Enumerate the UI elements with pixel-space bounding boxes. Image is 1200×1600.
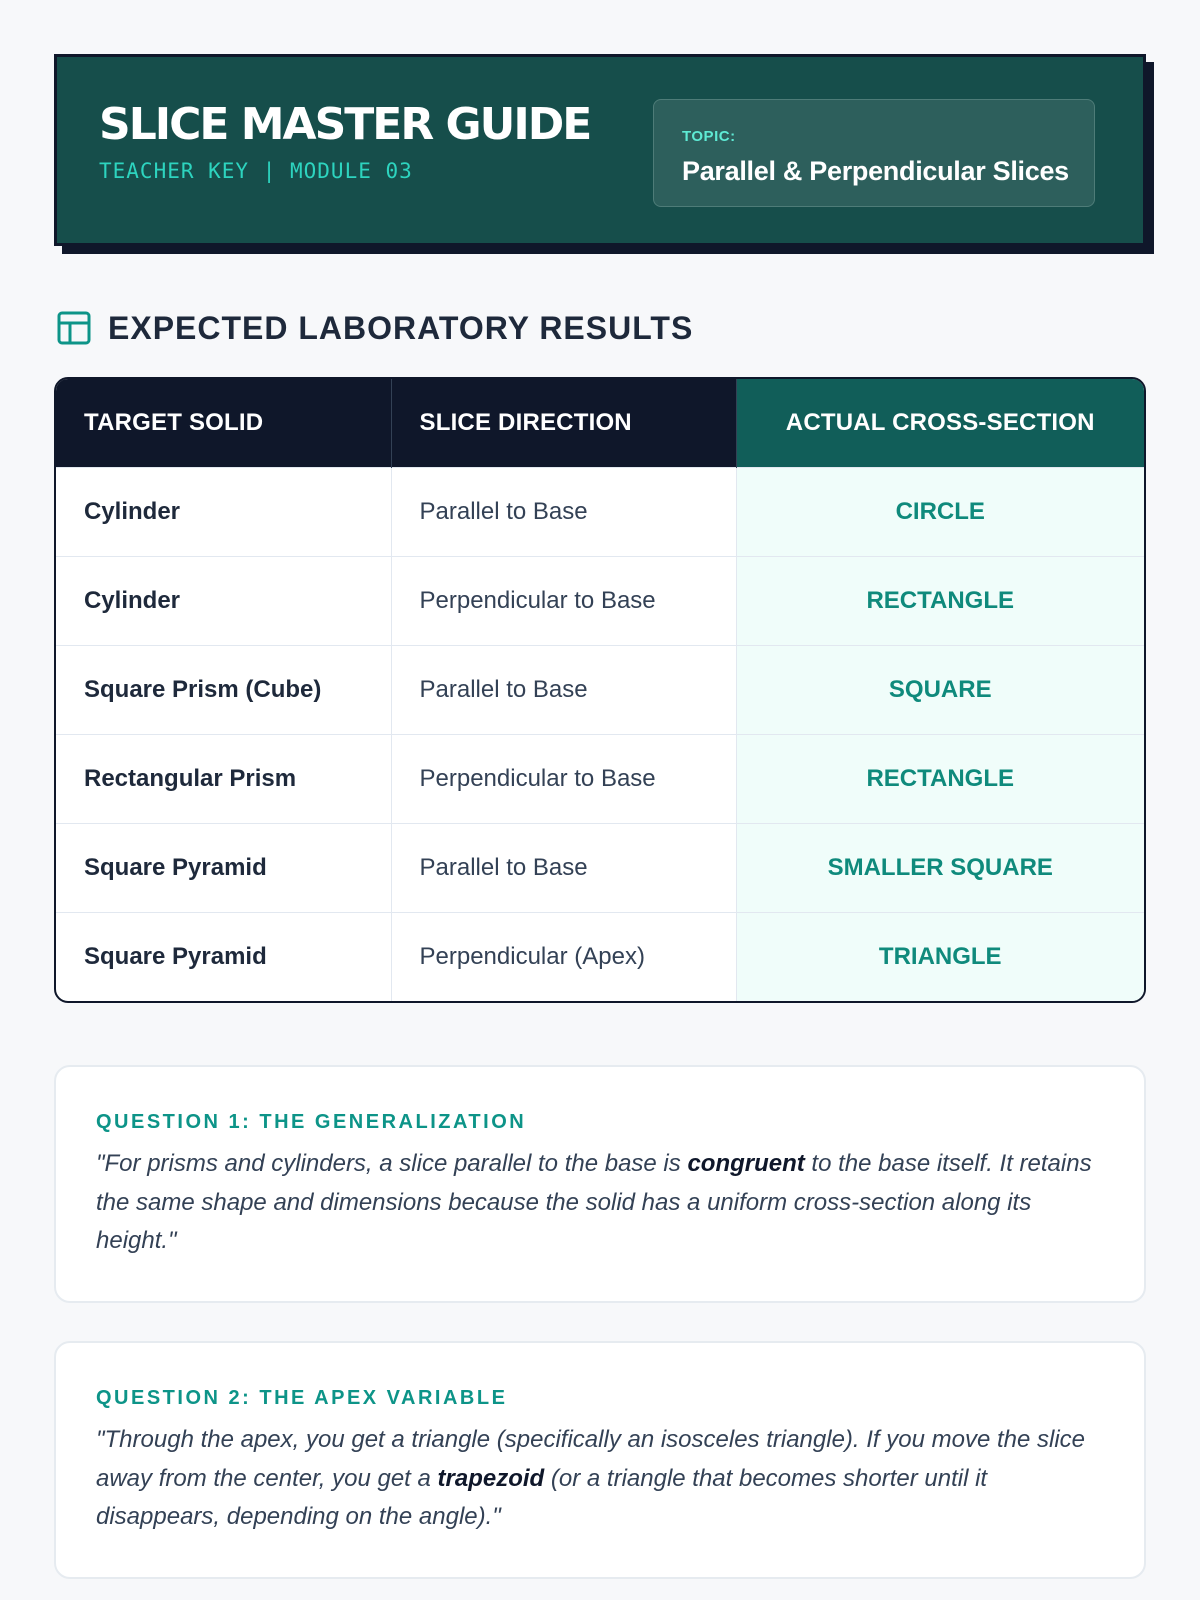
cell-slice-direction: Perpendicular to Base [391, 735, 736, 824]
table-row [56, 468, 1144, 557]
question-title: QUESTION 1: THE GENERALIZATION [96, 1111, 527, 1133]
cell-target-solid: Rectangular Prism [56, 735, 391, 824]
topic-value: Parallel & Perpendicular Slices [682, 156, 1069, 186]
answer-text: "Through the apex, you get a triangle (specifically an isosceles triangle). If you move the slice away from the center, you get a [96, 1426, 1086, 1492]
column-header-slice-direction: SLICE DIRECTION [391, 379, 736, 468]
header-banner [54, 54, 1146, 246]
cell-slice-direction: Perpendicular to Base [391, 557, 736, 646]
answer-emphasis: congruent [687, 1150, 805, 1177]
topic-label: TOPIC: [682, 128, 736, 145]
section-title: EXPECTED LABORATORY RESULTS [108, 309, 694, 346]
cell-target-solid: Cylinder [56, 557, 391, 646]
cell-slice-direction: Parallel to Base [391, 646, 736, 735]
question-card-1 [54, 1065, 1146, 1303]
topic-box [653, 99, 1095, 207]
cell-target-solid: Square Prism (Cube) [56, 646, 391, 735]
table-row [56, 557, 1144, 646]
section-heading [56, 308, 693, 348]
table-header-row [56, 379, 1144, 468]
answer-text: to the base itself. It retains the same shape and dimensions because the solid has a uniform cross-section along its height." [96, 1150, 1092, 1254]
column-header-target-solid: TARGET SOLID [56, 379, 391, 468]
cell-slice-direction: Parallel to Base [391, 824, 736, 913]
page-subtitle: TEACHER KEY | MODULE 03 [99, 159, 413, 183]
question-title: QUESTION 2: THE APEX VARIABLE [96, 1387, 508, 1409]
cell-cross-section: RECTANGLE [736, 557, 1144, 646]
table-row [56, 824, 1144, 913]
cell-cross-section: TRIANGLE [736, 913, 1144, 1002]
table-row [56, 913, 1144, 1002]
answer-text: (or a triangle that becomes shorter until it disappears, depending on the angle)." [96, 1464, 988, 1530]
answer-emphasis: trapezoid [437, 1464, 545, 1492]
cell-cross-section: RECTANGLE [736, 735, 1144, 824]
question-answer [96, 1421, 1096, 1537]
cell-target-solid: Cylinder [56, 468, 391, 557]
cell-target-solid: Square Pyramid [56, 824, 391, 913]
cell-target-solid: Square Pyramid [56, 913, 391, 1002]
question-card-2 [54, 1341, 1146, 1579]
cell-cross-section: SQUARE [736, 646, 1144, 735]
question-answer [96, 1145, 1096, 1261]
cell-slice-direction: Parallel to Base [391, 468, 736, 557]
page-title: SLICE MASTER GUIDE [99, 99, 591, 150]
results-table [54, 377, 1146, 1003]
table-icon [56, 310, 92, 346]
answer-text: "For prisms and cylinders, a slice parallel to the base is [96, 1150, 688, 1177]
table-row [56, 646, 1144, 735]
column-header-cross-section: ACTUAL CROSS-SECTION [736, 379, 1144, 468]
cell-slice-direction: Perpendicular (Apex) [391, 913, 736, 1002]
cell-cross-section: CIRCLE [736, 468, 1144, 557]
table-row [56, 735, 1144, 824]
cell-cross-section: SMALLER SQUARE [736, 824, 1144, 913]
